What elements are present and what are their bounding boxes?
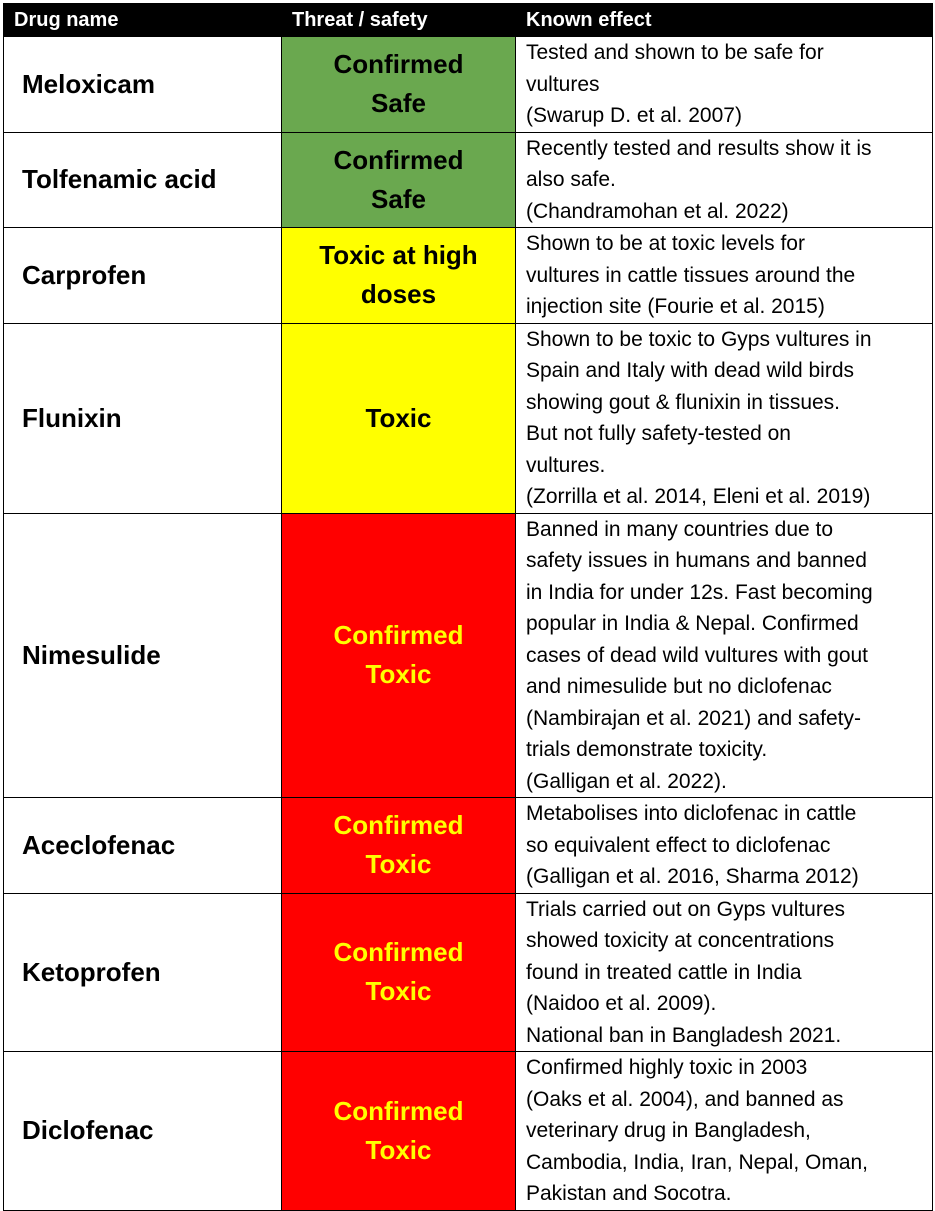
header-drug-name: Drug name [4, 4, 282, 37]
threat-label-line: Toxic [365, 659, 432, 690]
threat-label-line: doses [360, 279, 437, 310]
drug-name-cell: Ketoprofen [4, 893, 282, 1052]
drug-name-cell: Flunixin [4, 323, 282, 513]
threat-label-line: Confirmed [333, 1095, 464, 1126]
threat-safety-cell [282, 798, 516, 894]
threat-safety-cell [282, 323, 516, 513]
threat-label-line: Confirmed [333, 620, 464, 651]
effect-text-line: Spain and Italy with dead wild birds [526, 359, 855, 382]
effect-text-line: popular in India & Nepal. Confirmed [526, 612, 859, 635]
effect-text-line: Confirmed highly toxic in 2003 [526, 1056, 808, 1079]
effect-text-line: (Oaks et al. 2004), and banned as [526, 1087, 844, 1111]
effect-text-line: vultures. [526, 453, 606, 477]
effect-text-line: Banned in many countries due to [526, 517, 834, 541]
threat-safety-cell [282, 228, 516, 324]
drug-name-cell: Nimesulide [4, 513, 282, 798]
threat-safety-cell [282, 893, 516, 1052]
effect-text-line: found in treated cattle in India [526, 960, 802, 984]
threat-label-line: Toxic [365, 1134, 432, 1165]
threat-label-line: Safe [371, 88, 426, 119]
effect-text-line: so equivalent effect to diclofenac [526, 833, 831, 857]
threat-safety-cell [282, 132, 516, 228]
effect-text-line: (Swarup D. et al. 2007) [526, 104, 742, 127]
known-effect-cell [516, 513, 933, 798]
effect-text-line: Pakistan and Socotra. [526, 1182, 732, 1205]
threat-label-line: Toxic [365, 849, 432, 880]
threat-safety-cell [282, 513, 516, 798]
known-effect-cell [516, 893, 933, 1052]
effect-text-line: showed toxicity at concentrations [526, 929, 835, 952]
known-effect-cell [516, 132, 933, 228]
effect-text-line: trials demonstrate toxicity. [526, 738, 768, 761]
effect-text-line: But not fully safety-tested on [526, 422, 791, 445]
table-row [4, 1052, 933, 1211]
threat-label-line: Safe [371, 183, 426, 214]
effect-text-line: (Zorrilla et al. 2014, Eleni et al. 2019) [526, 485, 871, 508]
drug-name-cell: Carprofen [4, 228, 282, 324]
effect-text-line: (Naidoo et al. 2009). [526, 992, 717, 1015]
drug-name-cell: Aceclofenac [4, 798, 282, 894]
effect-text-line: safety issues in humans and banned [526, 549, 867, 572]
effect-text-line: (Galligan et al. 2016, Sharma 2012) [526, 865, 859, 888]
table-row [4, 893, 933, 1052]
threat-label-line: Confirmed [333, 144, 464, 175]
known-effect-cell [516, 323, 933, 513]
drug-name-cell: Tolfenamic acid [4, 132, 282, 228]
effect-text-line: (Galligan et al. 2022). [526, 769, 727, 793]
effect-text-line: National ban in Bangladesh 2021. [526, 1023, 842, 1047]
effect-text-line: Shown to be toxic to Gyps vultures in [526, 327, 872, 351]
threat-safety-cell [282, 37, 516, 133]
table-row [4, 37, 933, 133]
table-row [4, 513, 933, 798]
table-row [4, 798, 933, 894]
effect-text-line: Tested and shown to be safe for [526, 41, 824, 64]
table-row [4, 323, 933, 513]
effect-text-line: cases of dead wild vultures with gout [526, 643, 869, 667]
effect-text-line: injection site (Fourie et al. 2015) [526, 295, 825, 318]
effect-text-line: and nimesulide but no diclofenac [526, 675, 832, 698]
threat-label-line: Confirmed [333, 49, 464, 80]
header-row [4, 4, 933, 37]
threat-label-line: Toxic [365, 976, 432, 1007]
threat-label-line: Confirmed [333, 937, 464, 968]
drug-name-cell: Diclofenac [4, 1052, 282, 1211]
effect-text-line: also safe. [526, 168, 616, 191]
effect-text-line: vultures [526, 72, 600, 96]
effect-text-line: Metabolises into diclofenac in cattle [526, 802, 857, 825]
known-effect-cell [516, 1052, 933, 1211]
effect-text-line: Trials carried out on Gyps vultures [526, 897, 846, 921]
header-known-effect: Known effect [516, 4, 933, 37]
known-effect-cell [516, 228, 933, 324]
threat-safety-cell [282, 1052, 516, 1211]
known-effect-cell [516, 37, 933, 133]
known-effect-cell [516, 798, 933, 894]
effect-text-line: Cambodia, India, Iran, Nepal, Oman, [526, 1150, 869, 1174]
effect-text-line: in India for under 12s. Fast becoming [526, 580, 873, 604]
effect-text-line: vultures in cattle tissues around the [526, 263, 856, 287]
table-row [4, 228, 933, 324]
effect-text-line: Recently tested and results show it is [526, 136, 872, 160]
effect-text-line: (Chandramohan et al. 2022) [526, 199, 789, 223]
drug-table-container [3, 3, 932, 1211]
effect-text-line: (Nambirajan et al. 2021) and safety- [526, 706, 862, 730]
threat-label-line: Toxic at high [319, 240, 478, 271]
effect-text-line: showing gout & flunixin in tissues. [526, 390, 841, 414]
effect-text-line: veterinary drug in Bangladesh, [526, 1119, 811, 1142]
threat-label-line: Confirmed [333, 810, 464, 841]
drug-name-cell: Meloxicam [4, 37, 282, 133]
drug-safety-table [3, 3, 933, 1211]
table-row [4, 132, 933, 228]
header-threat-safety: Threat / safety [282, 4, 516, 37]
threat-label-line: Toxic [365, 402, 432, 433]
effect-text-line: Shown to be at toxic levels for [526, 232, 805, 255]
